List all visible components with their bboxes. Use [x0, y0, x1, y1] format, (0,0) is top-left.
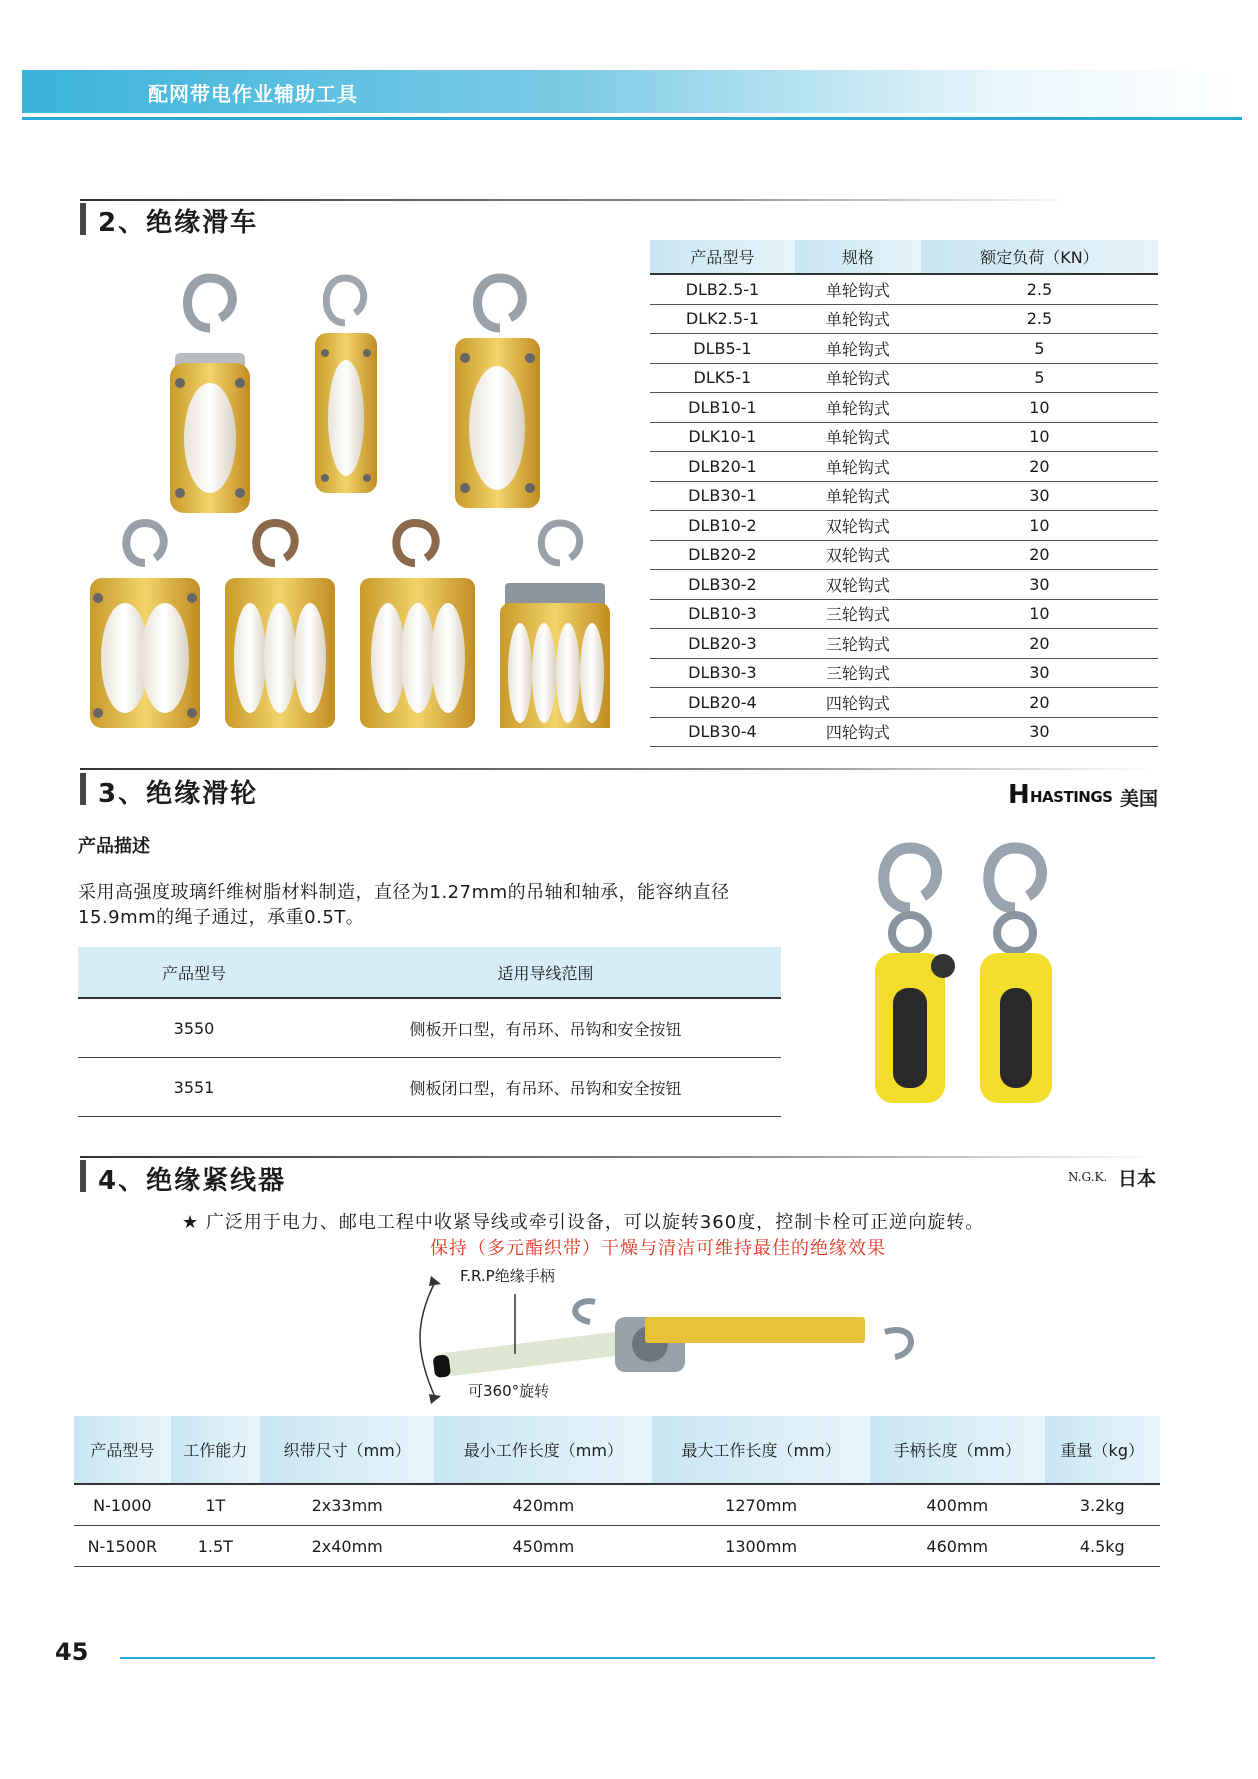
col-header-model: 产品型号	[78, 947, 310, 998]
col-header-capacity: 工作能力	[171, 1416, 260, 1484]
cell-range: 侧板开口型，有吊环、吊钩和安全按钮	[310, 998, 781, 1058]
rotate-arrow-top-icon	[429, 1276, 441, 1286]
header-title: 配网带电作业辅助工具	[148, 82, 358, 106]
cell-spec: 单轮钩式	[795, 422, 921, 452]
cell-load: 30	[921, 570, 1158, 600]
section3-rule	[80, 768, 1160, 770]
cell-load: 10	[921, 422, 1158, 452]
cell-model: DLB5-1	[650, 334, 795, 364]
cell-model: DLB30-2	[650, 570, 795, 600]
feature-text: ★ 广泛用于电力、邮电工程中收紧导线或牵引设备，可以旋转360度，控制卡栓可正逆向旋转。	[182, 1212, 985, 1233]
cell-capacity: 1.5T	[171, 1526, 260, 1567]
cell-model: DLK5-1	[650, 363, 795, 393]
section4-rule	[80, 1156, 1160, 1158]
col-header-max-length: 最大工作长度（mm）	[652, 1416, 870, 1484]
table-row	[78, 1058, 781, 1117]
cell-spec: 单轮钩式	[795, 481, 921, 511]
cell-model: 3550	[78, 998, 310, 1058]
cell-model: DLB20-1	[650, 452, 795, 482]
cell-min-length: 450mm	[434, 1526, 652, 1567]
hastings-brand: HASTINGS	[1030, 788, 1113, 806]
cell-spec: 三轮钩式	[795, 629, 921, 659]
page-number: 45	[55, 1638, 89, 1666]
col-header-model: 产品型号	[650, 240, 795, 274]
table-row	[650, 393, 1158, 423]
cell-load: 2.5	[921, 274, 1158, 304]
cell-model: DLB10-3	[650, 599, 795, 629]
section2-bar	[80, 203, 86, 235]
table-row	[650, 599, 1158, 629]
ngk-logo: N.G.K.	[1068, 1170, 1108, 1184]
cell-spec: 三轮钩式	[795, 599, 921, 629]
table-row	[650, 658, 1158, 688]
sheave-open	[875, 848, 955, 1103]
cell-spec: 双轮钩式	[795, 511, 921, 541]
table-header-row	[74, 1416, 1160, 1484]
cell-model: DLK10-1	[650, 422, 795, 452]
pulley-single-2	[315, 278, 377, 493]
cell-model: DLB30-1	[650, 481, 795, 511]
table-row	[650, 422, 1158, 452]
pulley-double	[90, 523, 200, 728]
cell-model: DLB10-1	[650, 393, 795, 423]
cell-min-length: 420mm	[434, 1484, 652, 1526]
table-row	[650, 452, 1158, 482]
cell-load: 30	[921, 481, 1158, 511]
cell-range: 侧板闭口型，有吊环、吊钩和安全按钮	[310, 1058, 781, 1117]
pulley-quad	[500, 523, 610, 728]
cell-model: DLB10-2	[650, 511, 795, 541]
ngk-country: 日本	[1118, 1168, 1157, 1190]
cell-spec: 单轮钩式	[795, 274, 921, 304]
col-header-spec: 规格	[795, 240, 921, 274]
sheave-photo	[855, 838, 1085, 1108]
cell-load: 2.5	[921, 304, 1158, 334]
cell-load: 20	[921, 540, 1158, 570]
cell-load: 10	[921, 511, 1158, 541]
section4-title: 4、绝缘紧线器	[98, 1166, 287, 1196]
pulley-triple-1	[225, 523, 335, 728]
table-row	[650, 334, 1158, 364]
cell-model: DLB20-3	[650, 629, 795, 659]
handle-label: F.R.P绝缘手柄	[460, 1267, 555, 1285]
cell-spec: 单轮钩式	[795, 452, 921, 482]
cell-spec: 单轮钩式	[795, 393, 921, 423]
hastings-logo-mark: H	[1008, 780, 1030, 810]
cell-load: 10	[921, 393, 1158, 423]
table-header-row	[78, 947, 781, 998]
pulley-photos	[80, 268, 640, 728]
table-row	[650, 717, 1158, 747]
cell-spec: 四轮钩式	[795, 688, 921, 718]
table-row	[650, 688, 1158, 718]
rotate-arrow-bottom-icon	[429, 1394, 441, 1404]
cell-handle-length: 400mm	[870, 1484, 1045, 1526]
sheave-spec-table	[78, 947, 781, 1117]
cell-model: DLB2.5-1	[650, 274, 795, 304]
table-row	[650, 570, 1158, 600]
cell-load: 20	[921, 452, 1158, 482]
cell-max-length: 1270mm	[652, 1484, 870, 1526]
sheave-closed	[980, 848, 1052, 1103]
cell-model: DLK2.5-1	[650, 304, 795, 334]
table-row	[650, 629, 1158, 659]
pulley-triple-2	[360, 523, 475, 728]
cell-spec: 单轮钩式	[795, 304, 921, 334]
col-header-strap: 织带尺寸（mm）	[260, 1416, 435, 1484]
cell-max-length: 1300mm	[652, 1526, 870, 1567]
col-header-model: 产品型号	[74, 1416, 171, 1484]
cell-strap: 2x40mm	[260, 1526, 435, 1567]
table-header-row	[650, 240, 1158, 274]
cell-spec: 双轮钩式	[795, 540, 921, 570]
feature-warning-text: 保持（多元酯织带）干燥与清洁可维持最佳的绝缘效果	[430, 1238, 886, 1259]
tensioner-spec-table	[74, 1416, 1160, 1567]
cell-model: DLB20-4	[650, 688, 795, 718]
cell-spec: 双轮钩式	[795, 570, 921, 600]
cell-model: N-1000	[74, 1484, 171, 1526]
cell-load: 5	[921, 363, 1158, 393]
table-row	[74, 1526, 1160, 1567]
cell-capacity: 1T	[171, 1484, 260, 1526]
cell-load: 30	[921, 717, 1158, 747]
cell-load: 5	[921, 334, 1158, 364]
table-row	[650, 363, 1158, 393]
table-row	[650, 511, 1158, 541]
table-row	[650, 304, 1158, 334]
cell-weight: 3.2kg	[1045, 1484, 1160, 1526]
col-header-weight: 重量（kg）	[1045, 1416, 1160, 1484]
header-rule	[22, 117, 1242, 120]
col-header-load: 额定负荷（KN）	[921, 240, 1158, 274]
description-line: 采用高强度玻璃纤维树脂材料制造，直径为1.27mm的吊轴和轴承，能容纳直径	[78, 882, 730, 903]
cell-spec: 三轮钩式	[795, 658, 921, 688]
section3-title: 3、绝缘滑轮	[98, 779, 259, 809]
cell-load: 10	[921, 599, 1158, 629]
section4-bar	[80, 1160, 86, 1192]
section3-bar	[80, 773, 86, 805]
description-line: 15.9mm的绳子通过，承重0.5T。	[78, 907, 365, 928]
table-row	[650, 481, 1158, 511]
product-description	[78, 880, 798, 930]
section2-title: 2、绝缘滑车	[98, 208, 259, 238]
col-header-handle-length: 手柄长度（mm）	[870, 1416, 1045, 1484]
cell-handle-length: 460mm	[870, 1526, 1045, 1567]
cell-model: DLB30-4	[650, 717, 795, 747]
cell-load: 20	[921, 688, 1158, 718]
cell-weight: 4.5kg	[1045, 1526, 1160, 1567]
col-header-min-length: 最小工作长度（mm）	[434, 1416, 652, 1484]
cell-model: N-1500R	[74, 1526, 171, 1567]
cell-model: DLB30-3	[650, 658, 795, 688]
cell-spec: 四轮钩式	[795, 717, 921, 747]
table-row	[74, 1484, 1160, 1526]
hastings-country: 美国	[1120, 788, 1159, 810]
table-row	[78, 998, 781, 1058]
cell-load: 30	[921, 658, 1158, 688]
cell-spec: 单轮钩式	[795, 363, 921, 393]
rotate-label: 可360°旋转	[468, 1382, 550, 1400]
footer-rule	[120, 1657, 1155, 1659]
pulley-single-3	[455, 278, 540, 508]
product-description-title: 产品描述	[78, 836, 150, 857]
cell-model: 3551	[78, 1058, 310, 1117]
pulley-single-1	[170, 278, 250, 513]
cell-load: 20	[921, 629, 1158, 659]
cell-strap: 2x33mm	[260, 1484, 435, 1526]
section2-rule	[80, 199, 1080, 201]
cell-spec: 单轮钩式	[795, 334, 921, 364]
table-row	[650, 274, 1158, 304]
col-header-range: 适用导线范围	[310, 947, 781, 998]
pulley-spec-table	[650, 240, 1158, 747]
table-row	[650, 540, 1158, 570]
cell-model: DLB20-2	[650, 540, 795, 570]
